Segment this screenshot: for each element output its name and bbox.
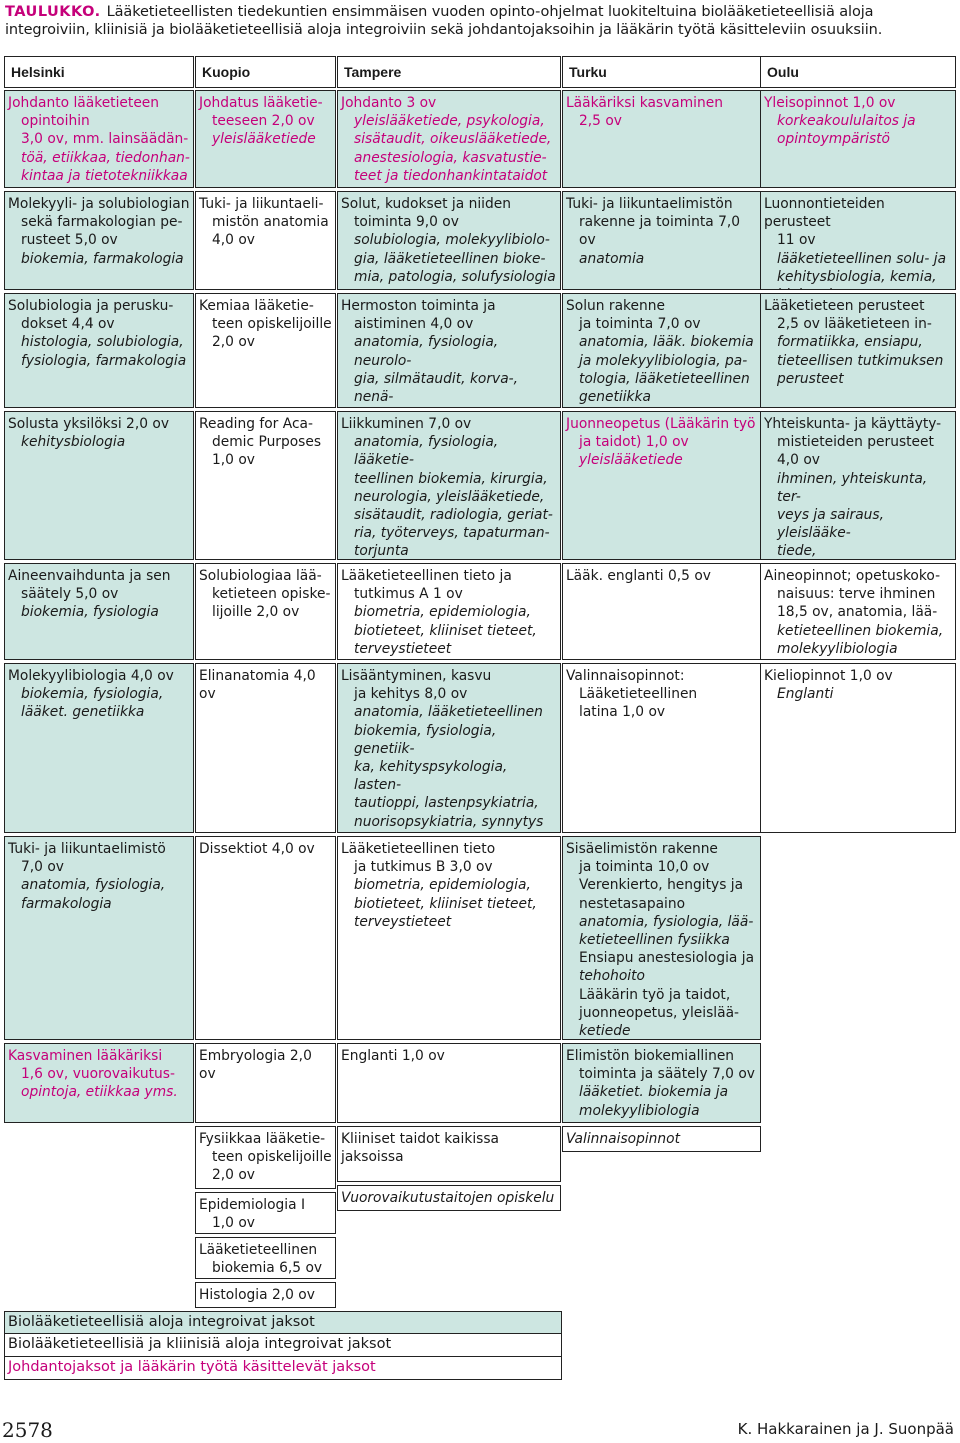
course-text-line: Sisäelimistön rakenne bbox=[566, 841, 718, 857]
course-text-line: Solun rakenne bbox=[566, 298, 665, 314]
course-text-line: Luonnontieteiden perusteet bbox=[764, 196, 885, 231]
course-text-line: Embryologia 2,0 ov bbox=[199, 1048, 312, 1083]
course-text-line: formatiikka, ensiapu, bbox=[777, 334, 923, 351]
authors: K. Hakkarainen ja J. Suonpää bbox=[737, 1420, 954, 1438]
course-cell bbox=[195, 90, 336, 188]
course-text-line: Solusta yksilöksi 2,0 ov bbox=[8, 416, 169, 432]
course-text-line: kehitysbiologia, kemia, bbox=[777, 268, 937, 285]
course-text-line: tautioppi, lastenpsykiatria, bbox=[354, 795, 539, 812]
course-text-line: terveystieteet bbox=[354, 640, 452, 657]
caption-lead: TAULUKKO. bbox=[5, 4, 101, 20]
course-text-line: Solubiologia ja perusku- bbox=[8, 298, 174, 314]
course-text-line: tutkimus A 1 ov bbox=[354, 586, 463, 603]
course-text-line: 2,0 ov bbox=[212, 1167, 255, 1184]
course-text-line: Lääketieteellinen tieto bbox=[341, 841, 496, 857]
course-text-line: Elimistön biokemiallinen bbox=[566, 1048, 735, 1064]
course-cell bbox=[337, 1126, 561, 1182]
course-text-line: sisätaudit, radiologia, geriat- bbox=[354, 507, 553, 524]
course-cell bbox=[195, 1192, 336, 1234]
course-text-line: solubiologia, molekyylibiolo- bbox=[354, 232, 550, 249]
course-text-line: kintaa ja tietotekniikkaa bbox=[21, 167, 188, 184]
course-text-line: biokemia 6,5 ov bbox=[212, 1260, 323, 1277]
course-text-line: anatomia, fysiologia, lääketie- bbox=[354, 434, 499, 469]
course-cell bbox=[195, 1126, 336, 1189]
page-number: 2578 bbox=[2, 1418, 53, 1442]
course-cell bbox=[195, 1043, 336, 1123]
course-text-line: 2,5 ov bbox=[579, 113, 622, 130]
course-text-line: ja toiminta 7,0 ov bbox=[579, 316, 701, 333]
column-header: Tampere bbox=[337, 56, 561, 88]
course-text-line: Valinnaisopinnot bbox=[566, 1131, 681, 1147]
course-text-line: biokemia, fysiologia, bbox=[21, 686, 164, 703]
course-text-line: opintoympäristö bbox=[777, 131, 890, 148]
course-text-line: Reading for Aca- bbox=[199, 416, 313, 432]
course-text-line: Kasvaminen lääkäriksi bbox=[8, 1048, 163, 1064]
course-text-line: Lääketieteen perusteet bbox=[764, 298, 925, 314]
legend-row: Biolääketieteellisiä ja kliinisiä aloja integroivat jaksot bbox=[4, 1334, 562, 1357]
course-cell bbox=[562, 563, 761, 660]
course-text-line: opintoja, etiikkaa yms. bbox=[21, 1084, 178, 1101]
course-text-line: tologia, lääketieteellinen bbox=[579, 370, 750, 387]
course-text-line: genetiikka bbox=[579, 389, 651, 406]
course-text-line: 7,0 ov bbox=[21, 859, 64, 876]
course-cell bbox=[760, 191, 956, 290]
course-cell bbox=[562, 293, 761, 408]
caption-text: Lääketieteellisten tiedekuntien ensimmäisen vuoden opinto-ohjelmat luokiteltuina biolääketieteellisiä aloja integroiviin, kliinisiä ja biolääketieteellisiä aloja integroiviin sekä johdantojaksoihin ja lääkärin työtä käsitteleviin osuuksiin. bbox=[5, 4, 883, 38]
course-text-line: biometria, epidemiologia, bbox=[354, 604, 531, 621]
course-cell bbox=[195, 411, 336, 560]
course-text-line: ja taidot) 1,0 ov bbox=[579, 434, 689, 451]
course-text-line: biokemia, fysiologia, genetiik- bbox=[354, 722, 497, 757]
course-text-line: teen opiskelijoille bbox=[212, 316, 332, 333]
course-text-line: tiede, bbox=[777, 543, 817, 560]
course-text-line: naisuus: terve ihminen bbox=[777, 586, 936, 603]
course-text-line: biokemia, fysiologia bbox=[21, 604, 159, 621]
course-text-line: Valinnaisopinnot: bbox=[566, 668, 685, 684]
course-cell bbox=[195, 563, 336, 660]
course-text-line: biotieteet, kliiniset tieteet, bbox=[354, 622, 537, 639]
course-text-line: mia, patologia, solufysiologia bbox=[354, 268, 556, 285]
course-text-line: latina 1,0 ov bbox=[579, 704, 666, 721]
legend-row: Biolääketieteellisiä aloja integroivat jaksot bbox=[4, 1311, 562, 1334]
course-text-line: ja kehitys 8,0 ov bbox=[354, 686, 468, 703]
course-text-line: demic Purposes bbox=[212, 434, 322, 451]
course-text-line: toiminta ja säätely 7,0 ov bbox=[579, 1066, 755, 1083]
course-text-line: Aineopinnot; opetuskoko- bbox=[764, 568, 941, 584]
course-text-line: Ensiapu anestesiologia ja bbox=[579, 950, 755, 967]
course-text-line: Tuki- ja liikuntaelimistön bbox=[566, 196, 733, 212]
course-text-line: ka, kehityspsykologia, lasten- bbox=[354, 759, 508, 794]
course-text-line: aistiminen 4,0 ov bbox=[354, 316, 474, 333]
course-text-line: teeseen 2,0 ov bbox=[212, 113, 315, 130]
course-text-line: molekyylibiologia bbox=[579, 1102, 700, 1119]
course-text-line: yleislääketiede bbox=[579, 452, 683, 469]
course-text-line: 1,6 ov, vuorovaikutus- bbox=[21, 1066, 175, 1083]
course-text-line: biotieteet, kliiniset tieteet, bbox=[354, 895, 537, 912]
course-text-line: teet ja tiedonhankintataidot bbox=[354, 167, 548, 184]
course-cell bbox=[760, 411, 956, 560]
course-text-line: 2,0 ov bbox=[212, 334, 255, 351]
course-text-line: lääketieteellinen solu- ja bbox=[777, 250, 947, 267]
course-text-line: Fysiikkaa lääketie- bbox=[199, 1131, 326, 1147]
course-text-line: Molekyyli- ja solubiologian bbox=[8, 196, 190, 212]
course-text-line: sisätaudit, oikeuslääketiede, bbox=[354, 131, 552, 148]
course-text-line: neurologia, yleislääketiede, bbox=[354, 488, 545, 505]
column-header: Kuopio bbox=[195, 56, 336, 88]
column-oulu bbox=[760, 56, 956, 836]
table-caption bbox=[5, 3, 955, 39]
course-text-line: nestetasapaino bbox=[579, 895, 686, 912]
course-text-line: opintoihin bbox=[21, 113, 90, 130]
course-text-line: mistieteiden perusteet bbox=[777, 434, 934, 451]
course-cell bbox=[4, 836, 194, 1040]
course-text-line: anatomia, fysiologia, neurolo- bbox=[354, 334, 499, 369]
column-turku bbox=[562, 56, 761, 1155]
course-text-line: biometria, epidemiologia, bbox=[354, 877, 531, 894]
course-text-line: farmakologia bbox=[21, 895, 112, 912]
course-cell bbox=[760, 663, 956, 833]
course-text-line: Aineenvaihdunta ja sen bbox=[8, 568, 171, 584]
course-text-line: anatomia, lääketieteellinen bbox=[354, 704, 543, 721]
course-text-line: mistön anatomia bbox=[212, 214, 329, 231]
course-text-line: Histologia 2,0 ov bbox=[199, 1287, 315, 1303]
course-cell bbox=[195, 293, 336, 408]
course-text-line: ja molekyylibiologia, pa- bbox=[579, 352, 748, 369]
course-text-line: teellinen biokemia, kirurgia, bbox=[354, 470, 548, 487]
course-cell bbox=[337, 1185, 561, 1211]
course-text-line: korkeakoululaitos ja bbox=[777, 113, 916, 130]
course-text-line: töä, etiikkaa, tiedonhan- bbox=[21, 149, 190, 166]
course-text-line: Vuorovaikutustaitojen opiskelu bbox=[341, 1190, 555, 1206]
course-text-line: Kieliopinnot 1,0 ov bbox=[764, 668, 893, 684]
course-text-line: 4,0 ov bbox=[777, 452, 820, 469]
course-text-line: Hermoston toiminta ja bbox=[341, 298, 496, 314]
course-text-line: Liikkuminen 7,0 ov bbox=[341, 416, 472, 432]
course-cell bbox=[195, 663, 336, 833]
course-text-line: dokset 4,4 ov bbox=[21, 316, 115, 333]
course-cell bbox=[4, 411, 194, 560]
course-text-line: anatomia bbox=[579, 250, 645, 267]
course-text-line: ja toiminta 10,0 ov bbox=[579, 859, 710, 876]
course-text-line: Tuki- ja liikuntaelimistö bbox=[8, 841, 166, 857]
course-text-line: toiminta 9,0 ov bbox=[354, 214, 459, 231]
course-text-line: 18,5 ov, anatomia, lää- bbox=[777, 604, 938, 621]
course-text-line: terveystieteet bbox=[354, 913, 452, 930]
course-text-line: Tuki- ja liikuntaeli- bbox=[199, 196, 324, 212]
course-text-line: säätely 5,0 ov bbox=[21, 586, 119, 603]
course-text-line: sekä farmakologian pe- bbox=[21, 214, 183, 231]
column-helsinki bbox=[4, 56, 194, 1126]
course-cell bbox=[337, 836, 561, 1040]
course-text-line: tehohoito bbox=[579, 968, 645, 985]
course-cell bbox=[4, 191, 194, 290]
course-text-line: Dissektiot 4,0 ov bbox=[199, 841, 315, 857]
course-cell bbox=[562, 191, 761, 290]
course-text-line: Yhteiskunta- ja käyttäyty- bbox=[764, 416, 942, 432]
course-text-line: ihminen, yhteiskunta, ter- bbox=[777, 470, 928, 505]
course-cell bbox=[4, 293, 194, 408]
course-cell bbox=[195, 836, 336, 1040]
legend bbox=[4, 1311, 562, 1380]
course-text-line: Englanti 1,0 ov bbox=[341, 1048, 445, 1064]
course-text-line: yleislääketiede, psykologia, bbox=[354, 113, 545, 130]
course-text-line: anatomia, lääk. biokemia bbox=[579, 334, 754, 351]
course-text-line: molekyylibiologia bbox=[777, 640, 898, 657]
course-cell bbox=[562, 90, 761, 188]
course-text-line: Molekyylibiologia 4,0 ov bbox=[8, 668, 174, 684]
course-cell bbox=[562, 1126, 761, 1152]
course-text-line: 4,0 ov bbox=[212, 232, 255, 249]
course-text-line: Johdanto 3 ov bbox=[341, 95, 437, 111]
course-text-line: biokemia, farmakologia bbox=[21, 250, 184, 267]
course-text-line: torjunta bbox=[354, 543, 409, 560]
course-cell bbox=[337, 293, 561, 408]
course-text-line: ria, työterveys, tapaturman- bbox=[354, 525, 550, 542]
course-cell bbox=[562, 836, 761, 1040]
course-text-line: Lääketieteellinen tieto ja bbox=[341, 568, 512, 584]
course-cell bbox=[195, 1237, 336, 1279]
course-text-line: 1,0 ov bbox=[212, 1215, 255, 1232]
course-text-line: lijoille 2,0 ov bbox=[212, 604, 300, 621]
course-text-line: Lisääntyminen, kasvu bbox=[341, 668, 492, 684]
course-cell bbox=[195, 191, 336, 290]
course-text-line bbox=[764, 286, 952, 290]
column-header: Oulu bbox=[760, 56, 956, 88]
course-text-line: teen opiskelijoille bbox=[212, 1149, 332, 1166]
course-cell bbox=[760, 90, 956, 188]
course-cell bbox=[4, 663, 194, 833]
column-kuopio bbox=[195, 56, 336, 1311]
course-text-line: fysiologia, farmakologia bbox=[21, 352, 187, 369]
course-text-line: anestesiologia, kasvatustie- bbox=[354, 149, 547, 166]
legend-row: Johdantojaksot ja lääkärin työtä käsittelevät jaksot bbox=[4, 1357, 562, 1380]
course-text-line: rakenne ja toiminta 7,0 ov bbox=[579, 214, 741, 249]
course-cell bbox=[337, 663, 561, 833]
course-text-line: Lääk. englanti 0,5 ov bbox=[566, 568, 711, 584]
course-cell bbox=[337, 563, 561, 660]
column-header: Helsinki bbox=[4, 56, 194, 88]
course-text-line: anatomia, fysiologia, lää- bbox=[579, 913, 754, 930]
course-cell bbox=[195, 1282, 336, 1308]
course-text-line: Lääketieteellinen bbox=[579, 686, 698, 703]
course-text-line: Lääkärin työ ja taidot, bbox=[579, 986, 731, 1003]
course-text-line: kehitysbiologia bbox=[21, 434, 126, 451]
course-text-line: Lääketieteellinen bbox=[199, 1242, 318, 1258]
course-text-line: Epidemiologia I bbox=[199, 1197, 306, 1213]
course-text-line: lääketiet. biokemia ja bbox=[579, 1084, 729, 1101]
course-text-line: veys ja sairaus, yleislääke- bbox=[777, 507, 884, 542]
course-cell bbox=[4, 90, 194, 188]
course-text-line: histologia, solubiologia, bbox=[21, 334, 184, 351]
course-text-line: Kliiniset taidot kaikissa jaksoissa bbox=[341, 1131, 499, 1166]
course-text-line: Juonneopetus (Lääkärin työ bbox=[566, 416, 756, 432]
course-cell bbox=[337, 411, 561, 560]
course-cell bbox=[337, 90, 561, 188]
course-cell bbox=[760, 563, 956, 660]
course-text-line bbox=[341, 831, 557, 833]
course-text-line: rusteet 5,0 ov bbox=[21, 232, 118, 249]
course-text-line: ketieteellinen fysiikka bbox=[579, 932, 730, 949]
course-text-line: lääket. genetiikka bbox=[21, 704, 145, 721]
course-cell bbox=[562, 663, 761, 833]
course-text-line: Kemiaa lääketie- bbox=[199, 298, 314, 314]
course-text-line: gia, silmätaudit, korva-, nenä- bbox=[354, 370, 519, 406]
course-text-line bbox=[341, 406, 557, 408]
course-text-line: Yleisopinnot 1,0 ov bbox=[764, 95, 896, 111]
course-cell bbox=[562, 411, 761, 560]
course-text-line: ketieteellinen biokemia, bbox=[777, 622, 944, 639]
course-cell bbox=[4, 1043, 194, 1123]
course-text-line: Solubiologiaa lää- bbox=[199, 568, 322, 584]
column-header: Turku bbox=[562, 56, 761, 88]
course-cell bbox=[337, 191, 561, 290]
course-text-line: 3,0 ov, mm. lainsäädän- bbox=[21, 131, 189, 148]
course-cell bbox=[760, 293, 956, 408]
column-tampere bbox=[337, 56, 561, 1214]
course-text-line: ketieteen opiske- bbox=[212, 586, 331, 603]
course-cell bbox=[337, 1043, 561, 1123]
course-text-line: yleislääketiede bbox=[212, 131, 316, 148]
course-cell bbox=[562, 1043, 761, 1123]
course-text-line: Solut, kudokset ja niiden bbox=[341, 196, 512, 212]
course-text-line: juonneopetus, yleislää- bbox=[579, 1004, 740, 1021]
course-text-line: Johdanto lääketieteen bbox=[8, 95, 160, 111]
course-cell bbox=[4, 563, 194, 660]
course-text-line: Lääkäriksi kasvaminen bbox=[566, 95, 723, 111]
course-text-line: tieteellisen tutkimuksen bbox=[777, 352, 944, 369]
course-text-line: Johdatus lääketie- bbox=[199, 95, 323, 111]
course-text-line: Elinanatomia 4,0 ov bbox=[199, 668, 316, 703]
course-text-line: ketiede bbox=[579, 1023, 631, 1040]
course-text-line: perusteet bbox=[777, 370, 844, 387]
course-text-line: 1,0 ov bbox=[212, 452, 255, 469]
course-text-line: 11 ov bbox=[777, 232, 816, 249]
course-text-line: anatomia, fysiologia, bbox=[21, 877, 166, 894]
course-text-line: Englanti bbox=[777, 686, 834, 703]
course-text-line: Verenkierto, hengitys ja bbox=[579, 877, 744, 894]
course-text-line: ja tutkimus B 3,0 ov bbox=[354, 859, 493, 876]
course-text-line: gia, lääketieteellinen bioke- bbox=[354, 250, 546, 267]
course-text-line: 2,5 ov lääketieteen in- bbox=[777, 316, 932, 333]
course-text-line: nuorisopsykiatria, synnytys bbox=[354, 813, 544, 830]
